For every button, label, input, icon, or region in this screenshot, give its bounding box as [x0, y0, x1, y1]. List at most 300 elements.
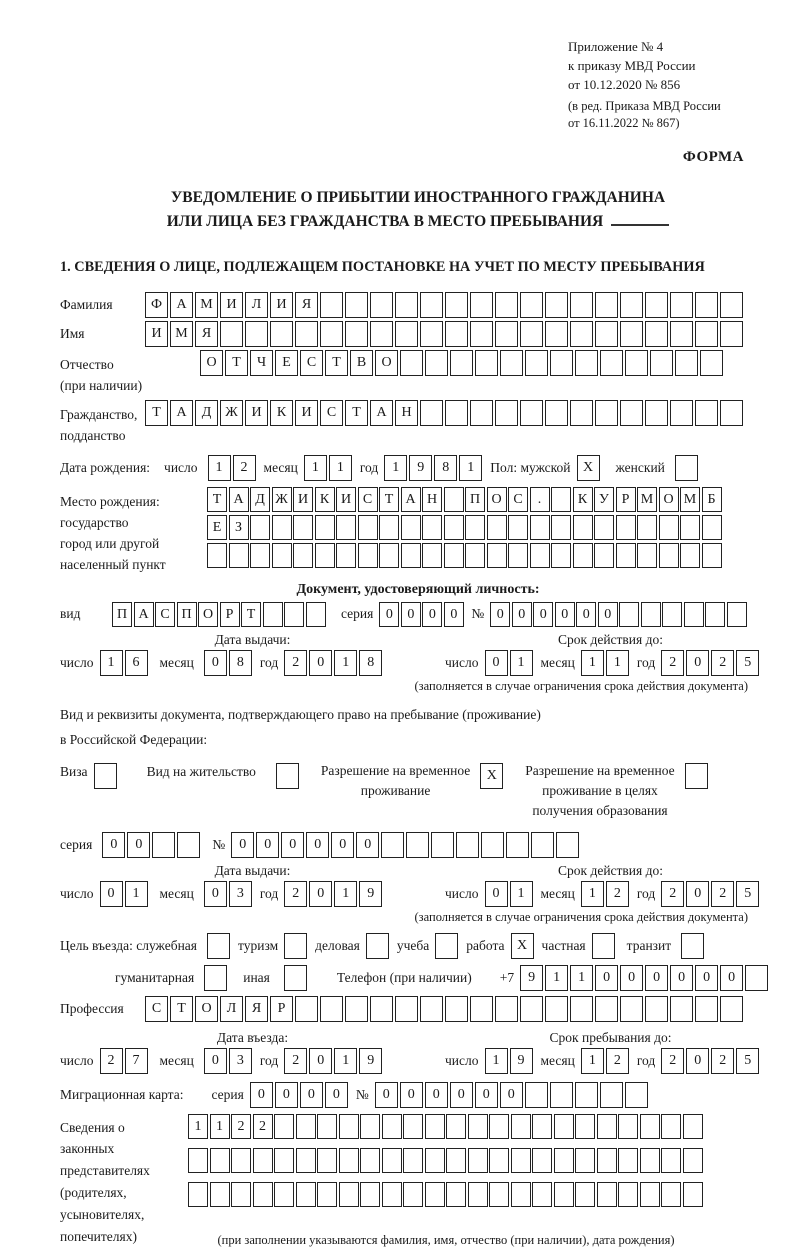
- char-cell[interactable]: [570, 321, 593, 347]
- char-cell[interactable]: Ф: [145, 292, 168, 318]
- char-cell[interactable]: О: [198, 602, 218, 627]
- char-cell[interactable]: 0: [204, 1048, 227, 1074]
- char-cell[interactable]: [284, 933, 307, 959]
- char-cell[interactable]: [210, 1182, 230, 1207]
- char-cell[interactable]: [618, 1114, 638, 1139]
- char-cell[interactable]: [345, 996, 368, 1022]
- char-cell[interactable]: [595, 292, 618, 318]
- char-cell[interactable]: [618, 1148, 638, 1173]
- char-cell[interactable]: [395, 321, 418, 347]
- purpose-private-checkbox[interactable]: [592, 933, 617, 959]
- char-cell[interactable]: [177, 832, 200, 858]
- char-cell[interactable]: [597, 1114, 617, 1139]
- char-cell[interactable]: [468, 1114, 488, 1139]
- char-cell[interactable]: О: [195, 996, 218, 1022]
- char-cell[interactable]: [401, 515, 421, 540]
- char-cell[interactable]: М: [195, 292, 218, 318]
- char-cell[interactable]: [637, 515, 657, 540]
- char-cell[interactable]: [495, 321, 518, 347]
- char-cell[interactable]: 1: [329, 455, 352, 481]
- char-cell[interactable]: [379, 543, 399, 568]
- char-cell[interactable]: [446, 1182, 466, 1207]
- char-cell[interactable]: [263, 602, 283, 627]
- char-cell[interactable]: [317, 1148, 337, 1173]
- char-cell[interactable]: [683, 1182, 703, 1207]
- char-cell[interactable]: [640, 1182, 660, 1207]
- char-cell[interactable]: 1: [485, 1048, 508, 1074]
- char-cell[interactable]: 0: [325, 1082, 348, 1108]
- edu-residence-checkbox[interactable]: [685, 763, 710, 789]
- char-cell[interactable]: 0: [695, 965, 718, 991]
- char-cell[interactable]: [489, 1114, 509, 1139]
- char-cell[interactable]: Ж: [220, 400, 243, 426]
- char-cell[interactable]: 2: [253, 1114, 273, 1139]
- char-cell[interactable]: [600, 1082, 623, 1108]
- char-cell[interactable]: [625, 1082, 648, 1108]
- char-cell[interactable]: [554, 1182, 574, 1207]
- char-cell[interactable]: [481, 832, 504, 858]
- char-cell[interactable]: [645, 321, 668, 347]
- char-cell[interactable]: 2: [711, 650, 734, 676]
- char-cell[interactable]: 6: [125, 650, 148, 676]
- char-cell[interactable]: [620, 996, 643, 1022]
- purpose-transit-checkbox[interactable]: [681, 933, 706, 959]
- char-cell[interactable]: [670, 400, 693, 426]
- char-cell[interactable]: О: [659, 487, 679, 512]
- char-cell[interactable]: 1: [334, 650, 357, 676]
- char-cell[interactable]: Т: [170, 996, 193, 1022]
- char-cell[interactable]: [435, 933, 458, 959]
- char-cell[interactable]: Т: [207, 487, 227, 512]
- char-cell[interactable]: 2: [284, 650, 307, 676]
- char-cell[interactable]: О: [375, 350, 398, 376]
- char-cell[interactable]: 9: [510, 1048, 533, 1074]
- char-cell[interactable]: [520, 400, 543, 426]
- char-cell[interactable]: 0: [475, 1082, 498, 1108]
- char-cell[interactable]: Я: [195, 321, 218, 347]
- purpose-study-checkbox[interactable]: [435, 933, 460, 959]
- char-cell[interactable]: [530, 515, 550, 540]
- char-cell[interactable]: 0: [720, 965, 743, 991]
- char-cell[interactable]: [284, 965, 307, 991]
- char-cell[interactable]: [554, 1148, 574, 1173]
- char-cell[interactable]: 7: [125, 1048, 148, 1074]
- char-cell[interactable]: [320, 996, 343, 1022]
- char-cell[interactable]: А: [134, 602, 154, 627]
- char-cell[interactable]: [675, 350, 698, 376]
- char-cell[interactable]: [640, 1148, 660, 1173]
- char-cell[interactable]: [661, 1114, 681, 1139]
- char-cell[interactable]: [450, 350, 473, 376]
- char-cell[interactable]: К: [315, 487, 335, 512]
- char-cell[interactable]: [425, 350, 448, 376]
- char-cell[interactable]: [508, 515, 528, 540]
- char-cell[interactable]: [401, 543, 421, 568]
- char-cell[interactable]: [315, 515, 335, 540]
- char-cell[interactable]: [616, 543, 636, 568]
- char-cell[interactable]: 2: [711, 1048, 734, 1074]
- char-cell[interactable]: [207, 933, 230, 959]
- char-cell[interactable]: 0: [231, 832, 254, 858]
- char-cell[interactable]: [727, 602, 747, 627]
- char-cell[interactable]: 1: [510, 881, 533, 907]
- char-cell[interactable]: [403, 1114, 423, 1139]
- char-cell[interactable]: [495, 996, 518, 1022]
- char-cell[interactable]: 1: [100, 650, 123, 676]
- char-cell[interactable]: А: [170, 400, 193, 426]
- char-cell[interactable]: [640, 1114, 660, 1139]
- char-cell[interactable]: [705, 602, 725, 627]
- char-cell[interactable]: [594, 515, 614, 540]
- char-cell[interactable]: [641, 602, 661, 627]
- char-cell[interactable]: [525, 1082, 548, 1108]
- char-cell[interactable]: Т: [225, 350, 248, 376]
- char-cell[interactable]: [600, 350, 623, 376]
- char-cell[interactable]: [489, 1148, 509, 1173]
- char-cell[interactable]: 0: [595, 965, 618, 991]
- char-cell[interactable]: 2: [233, 455, 256, 481]
- char-cell[interactable]: [366, 933, 389, 959]
- char-cell[interactable]: [468, 1148, 488, 1173]
- char-cell[interactable]: 0: [598, 602, 618, 627]
- char-cell[interactable]: [500, 350, 523, 376]
- char-cell[interactable]: С: [155, 602, 175, 627]
- char-cell[interactable]: [511, 1148, 531, 1173]
- char-cell[interactable]: 1: [545, 965, 568, 991]
- char-cell[interactable]: [425, 1114, 445, 1139]
- char-cell[interactable]: 5: [736, 1048, 759, 1074]
- char-cell[interactable]: [425, 1182, 445, 1207]
- char-cell[interactable]: 0: [356, 832, 379, 858]
- char-cell[interactable]: [532, 1114, 552, 1139]
- char-cell[interactable]: [620, 400, 643, 426]
- char-cell[interactable]: 0: [555, 602, 575, 627]
- char-cell[interactable]: [661, 1182, 681, 1207]
- char-cell[interactable]: [379, 515, 399, 540]
- char-cell[interactable]: 1: [581, 650, 604, 676]
- char-cell[interactable]: [573, 543, 593, 568]
- char-cell[interactable]: [231, 1148, 251, 1173]
- char-cell[interactable]: [94, 763, 117, 789]
- purpose-tourism-checkbox[interactable]: [284, 933, 309, 959]
- char-cell[interactable]: Н: [422, 487, 442, 512]
- char-cell[interactable]: [720, 400, 743, 426]
- char-cell[interactable]: [445, 292, 468, 318]
- char-cell[interactable]: [470, 292, 493, 318]
- char-cell[interactable]: [531, 832, 554, 858]
- char-cell[interactable]: Б: [702, 487, 722, 512]
- char-cell[interactable]: 0: [309, 1048, 332, 1074]
- char-cell[interactable]: [597, 1182, 617, 1207]
- char-cell[interactable]: [446, 1114, 466, 1139]
- char-cell[interactable]: [489, 1182, 509, 1207]
- char-cell[interactable]: И: [295, 400, 318, 426]
- char-cell[interactable]: [295, 321, 318, 347]
- char-cell[interactable]: [551, 515, 571, 540]
- char-cell[interactable]: 1: [208, 455, 231, 481]
- char-cell[interactable]: [339, 1182, 359, 1207]
- char-cell[interactable]: 0: [686, 881, 709, 907]
- char-cell[interactable]: 0: [275, 1082, 298, 1108]
- char-cell[interactable]: [506, 832, 529, 858]
- char-cell[interactable]: В: [350, 350, 373, 376]
- char-cell[interactable]: [444, 487, 464, 512]
- char-cell[interactable]: [659, 543, 679, 568]
- char-cell[interactable]: 2: [661, 1048, 684, 1074]
- char-cell[interactable]: [339, 1114, 359, 1139]
- char-cell[interactable]: [595, 996, 618, 1022]
- char-cell[interactable]: [595, 400, 618, 426]
- char-cell[interactable]: 1: [304, 455, 327, 481]
- char-cell[interactable]: [570, 996, 593, 1022]
- char-cell[interactable]: [231, 1182, 251, 1207]
- char-cell[interactable]: 1: [125, 881, 148, 907]
- char-cell[interactable]: [487, 515, 507, 540]
- char-cell[interactable]: [456, 832, 479, 858]
- char-cell[interactable]: 5: [736, 650, 759, 676]
- char-cell[interactable]: 0: [450, 1082, 473, 1108]
- char-cell[interactable]: [295, 996, 318, 1022]
- char-cell[interactable]: [152, 832, 175, 858]
- char-cell[interactable]: 8: [229, 650, 252, 676]
- char-cell[interactable]: И: [245, 400, 268, 426]
- char-cell[interactable]: 2: [606, 881, 629, 907]
- char-cell[interactable]: [395, 292, 418, 318]
- char-cell[interactable]: [276, 763, 299, 789]
- char-cell[interactable]: 1: [188, 1114, 208, 1139]
- char-cell[interactable]: [395, 996, 418, 1022]
- char-cell[interactable]: [272, 543, 292, 568]
- char-cell[interactable]: [625, 350, 648, 376]
- char-cell[interactable]: 0: [444, 602, 464, 627]
- char-cell[interactable]: А: [370, 400, 393, 426]
- char-cell[interactable]: [511, 1114, 531, 1139]
- char-cell[interactable]: 9: [359, 1048, 382, 1074]
- char-cell[interactable]: [382, 1182, 402, 1207]
- char-cell[interactable]: 1: [210, 1114, 230, 1139]
- char-cell[interactable]: 0: [309, 650, 332, 676]
- char-cell[interactable]: 0: [306, 832, 329, 858]
- char-cell[interactable]: [525, 350, 548, 376]
- char-cell[interactable]: [370, 996, 393, 1022]
- char-cell[interactable]: [403, 1148, 423, 1173]
- char-cell[interactable]: Т: [379, 487, 399, 512]
- char-cell[interactable]: [570, 400, 593, 426]
- char-cell[interactable]: С: [145, 996, 168, 1022]
- char-cell[interactable]: [360, 1182, 380, 1207]
- char-cell[interactable]: Ч: [250, 350, 273, 376]
- char-cell[interactable]: З: [229, 515, 249, 540]
- char-cell[interactable]: [253, 1182, 273, 1207]
- char-cell[interactable]: [695, 292, 718, 318]
- char-cell[interactable]: [670, 292, 693, 318]
- purpose-work-checkbox[interactable]: [511, 933, 536, 959]
- char-cell[interactable]: [270, 321, 293, 347]
- char-cell[interactable]: [345, 292, 368, 318]
- char-cell[interactable]: [659, 515, 679, 540]
- char-cell[interactable]: Т: [345, 400, 368, 426]
- char-cell[interactable]: [317, 1182, 337, 1207]
- char-cell[interactable]: Л: [245, 292, 268, 318]
- char-cell[interactable]: [592, 933, 615, 959]
- char-cell[interactable]: [445, 400, 468, 426]
- char-cell[interactable]: 0: [533, 602, 553, 627]
- char-cell[interactable]: Т: [145, 400, 168, 426]
- char-cell[interactable]: П: [177, 602, 197, 627]
- char-cell[interactable]: 0: [422, 602, 442, 627]
- char-cell[interactable]: П: [112, 602, 132, 627]
- char-cell[interactable]: [551, 543, 571, 568]
- char-cell[interactable]: 1: [459, 455, 482, 481]
- char-cell[interactable]: [675, 455, 698, 481]
- char-cell[interactable]: [339, 1148, 359, 1173]
- char-cell[interactable]: [229, 543, 249, 568]
- char-cell[interactable]: [465, 543, 485, 568]
- char-cell[interactable]: М: [637, 487, 657, 512]
- char-cell[interactable]: X: [480, 763, 503, 789]
- char-cell[interactable]: 1: [334, 881, 357, 907]
- char-cell[interactable]: С: [300, 350, 323, 376]
- char-cell[interactable]: [272, 515, 292, 540]
- char-cell[interactable]: [650, 350, 673, 376]
- visa-checkbox[interactable]: [94, 763, 119, 789]
- char-cell[interactable]: К: [573, 487, 593, 512]
- char-cell[interactable]: [296, 1114, 316, 1139]
- char-cell[interactable]: С: [320, 400, 343, 426]
- char-cell[interactable]: 0: [204, 650, 227, 676]
- char-cell[interactable]: [545, 292, 568, 318]
- char-cell[interactable]: [425, 1148, 445, 1173]
- purpose-official-checkbox[interactable]: [207, 933, 232, 959]
- char-cell[interactable]: И: [336, 487, 356, 512]
- char-cell[interactable]: [370, 321, 393, 347]
- char-cell[interactable]: [720, 321, 743, 347]
- char-cell[interactable]: .: [530, 487, 550, 512]
- char-cell[interactable]: [511, 1182, 531, 1207]
- char-cell[interactable]: [495, 292, 518, 318]
- char-cell[interactable]: 2: [284, 881, 307, 907]
- char-cell[interactable]: [575, 1082, 598, 1108]
- char-cell[interactable]: 1: [570, 965, 593, 991]
- char-cell[interactable]: У: [594, 487, 614, 512]
- char-cell[interactable]: [575, 1148, 595, 1173]
- char-cell[interactable]: 0: [100, 881, 123, 907]
- char-cell[interactable]: [684, 602, 704, 627]
- char-cell[interactable]: [220, 321, 243, 347]
- char-cell[interactable]: [618, 1182, 638, 1207]
- char-cell[interactable]: [245, 321, 268, 347]
- char-cell[interactable]: [420, 321, 443, 347]
- char-cell[interactable]: Я: [295, 292, 318, 318]
- char-cell[interactable]: 0: [127, 832, 150, 858]
- char-cell[interactable]: 0: [331, 832, 354, 858]
- char-cell[interactable]: Р: [270, 996, 293, 1022]
- char-cell[interactable]: [382, 1148, 402, 1173]
- char-cell[interactable]: [570, 292, 593, 318]
- char-cell[interactable]: [573, 515, 593, 540]
- char-cell[interactable]: [470, 996, 493, 1022]
- char-cell[interactable]: [306, 602, 326, 627]
- char-cell[interactable]: [358, 543, 378, 568]
- char-cell[interactable]: [446, 1148, 466, 1173]
- char-cell[interactable]: 0: [645, 965, 668, 991]
- char-cell[interactable]: [520, 321, 543, 347]
- char-cell[interactable]: Д: [195, 400, 218, 426]
- char-cell[interactable]: [420, 292, 443, 318]
- char-cell[interactable]: 2: [606, 1048, 629, 1074]
- char-cell[interactable]: [616, 515, 636, 540]
- char-cell[interactable]: 2: [711, 881, 734, 907]
- char-cell[interactable]: И: [293, 487, 313, 512]
- char-cell[interactable]: 0: [256, 832, 279, 858]
- char-cell[interactable]: А: [229, 487, 249, 512]
- char-cell[interactable]: О: [200, 350, 223, 376]
- char-cell[interactable]: [495, 400, 518, 426]
- char-cell[interactable]: И: [270, 292, 293, 318]
- char-cell[interactable]: [645, 996, 668, 1022]
- char-cell[interactable]: [188, 1148, 208, 1173]
- char-cell[interactable]: [420, 996, 443, 1022]
- char-cell[interactable]: И: [220, 292, 243, 318]
- char-cell[interactable]: [274, 1182, 294, 1207]
- char-cell[interactable]: [431, 832, 454, 858]
- residence-permit-checkbox[interactable]: [276, 763, 301, 789]
- char-cell[interactable]: Е: [207, 515, 227, 540]
- char-cell[interactable]: [532, 1148, 552, 1173]
- char-cell[interactable]: 1: [606, 650, 629, 676]
- purpose-business-checkbox[interactable]: [366, 933, 391, 959]
- char-cell[interactable]: 9: [520, 965, 543, 991]
- char-cell[interactable]: 2: [661, 881, 684, 907]
- char-cell[interactable]: [317, 1114, 337, 1139]
- char-cell[interactable]: [685, 763, 708, 789]
- char-cell[interactable]: [445, 321, 468, 347]
- char-cell[interactable]: 0: [375, 1082, 398, 1108]
- char-cell[interactable]: [619, 602, 639, 627]
- char-cell[interactable]: [250, 515, 270, 540]
- char-cell[interactable]: 3: [229, 1048, 252, 1074]
- char-cell[interactable]: 0: [425, 1082, 448, 1108]
- char-cell[interactable]: [620, 321, 643, 347]
- char-cell[interactable]: 1: [581, 881, 604, 907]
- char-cell[interactable]: [296, 1182, 316, 1207]
- char-cell[interactable]: [508, 543, 528, 568]
- char-cell[interactable]: [210, 1148, 230, 1173]
- char-cell[interactable]: [358, 515, 378, 540]
- char-cell[interactable]: Т: [325, 350, 348, 376]
- char-cell[interactable]: [422, 515, 442, 540]
- char-cell[interactable]: [597, 1148, 617, 1173]
- char-cell[interactable]: [253, 1148, 273, 1173]
- char-cell[interactable]: А: [401, 487, 421, 512]
- char-cell[interactable]: [296, 1148, 316, 1173]
- char-cell[interactable]: 0: [686, 650, 709, 676]
- char-cell[interactable]: 3: [229, 881, 252, 907]
- char-cell[interactable]: 0: [490, 602, 510, 627]
- char-cell[interactable]: [662, 602, 682, 627]
- char-cell[interactable]: [274, 1148, 294, 1173]
- char-cell[interactable]: [406, 832, 429, 858]
- char-cell[interactable]: 8: [359, 650, 382, 676]
- char-cell[interactable]: [370, 292, 393, 318]
- char-cell[interactable]: [620, 292, 643, 318]
- char-cell[interactable]: 0: [309, 881, 332, 907]
- char-cell[interactable]: 0: [485, 881, 508, 907]
- char-cell[interactable]: [661, 1148, 681, 1173]
- char-cell[interactable]: 0: [670, 965, 693, 991]
- char-cell[interactable]: [400, 350, 423, 376]
- char-cell[interactable]: [745, 965, 768, 991]
